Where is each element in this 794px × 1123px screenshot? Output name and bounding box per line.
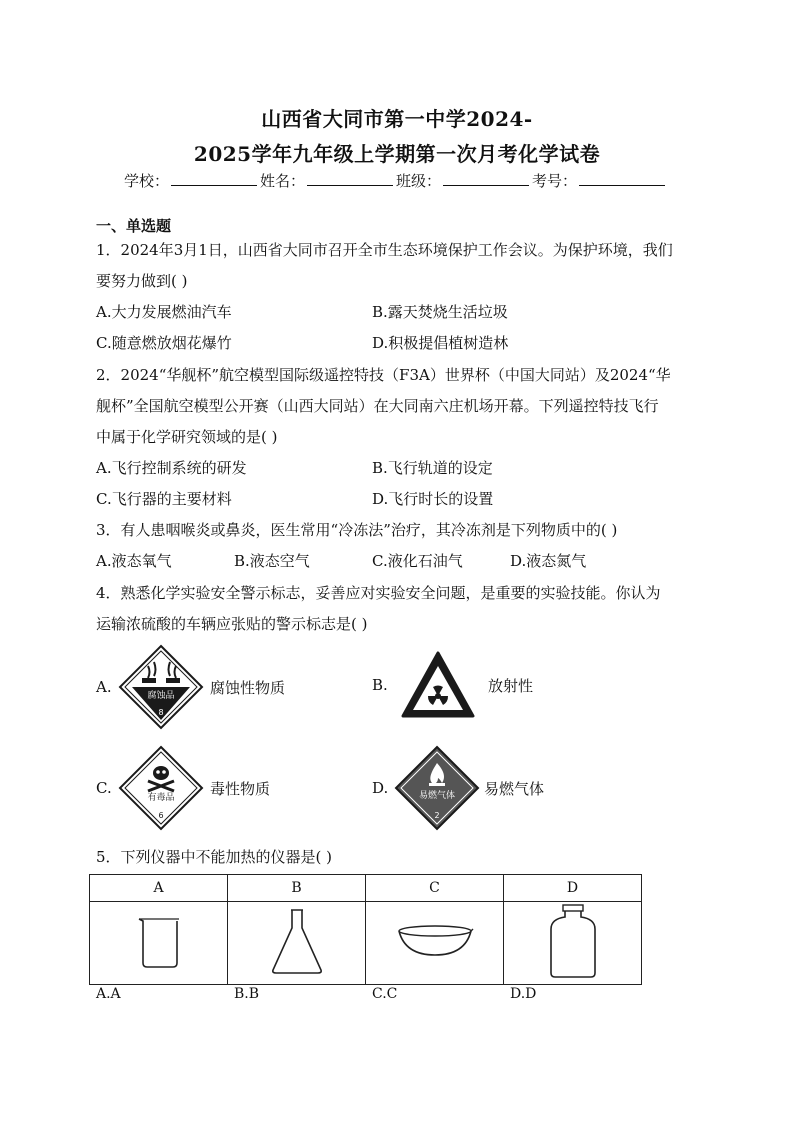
q3-option-a[interactable]: A.液态氧气 bbox=[96, 552, 172, 570]
q3-option-b[interactable]: B.液态空气 bbox=[234, 552, 310, 570]
flammable-sign-text: 易燃气体 bbox=[418, 791, 456, 801]
q4-option-c[interactable] bbox=[96, 745, 270, 831]
conical-flask-icon bbox=[267, 906, 327, 976]
evaporating-dish-icon bbox=[395, 921, 475, 961]
toxic-sign-text: 有毒品 bbox=[147, 793, 175, 803]
name-blank[interactable] bbox=[307, 171, 393, 186]
name-label: 姓名： bbox=[260, 172, 306, 190]
table-header-c: C bbox=[366, 875, 504, 902]
q2-option-d[interactable]: D.飞行时长的设置 bbox=[372, 490, 494, 508]
q4-option-b-letter: B. bbox=[372, 676, 388, 694]
q2-stem-line1: 2．2024“华舰杯”航空模型国际级遥控特技（F3A）世界杯（中国大同站）及2024“华 bbox=[96, 366, 671, 384]
exam-title-line2: 2025学年九年级上学期第一次月考化学试卷 bbox=[193, 142, 601, 166]
q1-option-c[interactable]: C.随意燃放烟花爆竹 bbox=[96, 334, 232, 352]
q2-option-a[interactable]: A.飞行控制系统的研发 bbox=[96, 459, 247, 477]
q1-option-b[interactable]: B.露天焚烧生活垃圾 bbox=[372, 303, 508, 321]
q2-stem-line2: 舰杯”全国航空模型公开赛（山西大同站）在大同南六庄机场开幕。下列遥控特技飞行 bbox=[96, 397, 659, 415]
table-cell-d bbox=[504, 902, 642, 985]
student-info-row bbox=[124, 170, 668, 191]
q5-option-d[interactable]: D.D bbox=[510, 986, 537, 1002]
table-cell-a bbox=[90, 902, 228, 985]
section-title: 一、单选题 bbox=[96, 217, 172, 235]
exam-number-blank[interactable] bbox=[579, 171, 665, 186]
q4-option-b[interactable] bbox=[372, 650, 533, 720]
q3-option-c[interactable]: C.液化石油气 bbox=[372, 552, 463, 570]
q3-stem-line1: 3．有人患咽喉炎或鼻炎，医生常用“冷冻法”治疗，其冷冻剂是下列物质中的( ) bbox=[96, 521, 618, 539]
q4-stem-line1: 4．熟悉化学实验安全警示标志，妥善应对实验安全问题，是重要的实验技能。你认为 bbox=[96, 584, 661, 602]
q4-option-c-letter: C. bbox=[96, 779, 112, 797]
flammable-gas-sign-icon bbox=[394, 745, 480, 831]
corrosive-sign-number: 8 bbox=[158, 708, 164, 717]
q4-option-c-label: 毒性物质 bbox=[210, 779, 271, 798]
q5-stem-line1: 5．下列仪器中不能加热的仪器是( ) bbox=[96, 848, 333, 866]
toxic-sign-icon bbox=[118, 745, 204, 831]
table-header-d: D bbox=[504, 875, 642, 902]
q4-option-a-label: 腐蚀性物质 bbox=[210, 678, 286, 697]
q1-stem-line2: 要努力做到( ) bbox=[96, 272, 188, 290]
q4-option-b-label: 放射性 bbox=[488, 676, 534, 695]
q1-option-a[interactable]: A.大力发展燃油汽车 bbox=[96, 303, 232, 321]
instrument-table bbox=[89, 874, 642, 985]
q2-stem-line3: 中属于化学研究领域的是( ) bbox=[96, 428, 278, 446]
class-label: 班级： bbox=[396, 172, 442, 190]
school-blank[interactable] bbox=[171, 171, 257, 186]
class-blank[interactable] bbox=[443, 171, 529, 186]
exam-title-line1: 山西省大同市第一中学2024- bbox=[261, 107, 533, 131]
toxic-sign-number: 6 bbox=[158, 811, 164, 820]
q4-option-a[interactable] bbox=[96, 644, 285, 730]
q1-option-d[interactable]: D.积极提倡植树造林 bbox=[372, 334, 509, 352]
flammable-sign-number: 2 bbox=[434, 811, 440, 820]
school-label: 学校： bbox=[124, 172, 170, 190]
table-cell-b bbox=[228, 902, 366, 985]
corrosive-sign-icon bbox=[118, 644, 204, 730]
table-header-a: A bbox=[90, 875, 228, 902]
q5-option-b[interactable]: B.B bbox=[234, 986, 260, 1002]
q4-option-d-label: 易燃气体 bbox=[484, 779, 545, 798]
q5-option-c[interactable]: C.C bbox=[372, 986, 398, 1002]
table-header-b: B bbox=[228, 875, 366, 902]
corrosive-sign-text: 腐蚀品 bbox=[147, 691, 175, 701]
q2-option-b[interactable]: B.飞行轨道的设定 bbox=[372, 459, 493, 477]
q2-option-c[interactable]: C.飞行器的主要材料 bbox=[96, 490, 232, 508]
q1-stem-line1: 1．2024年3月1日，山西省大同市召开全市生态环境保护工作会议。为保护环境，我们 bbox=[96, 241, 673, 259]
exam-number-label: 考号： bbox=[532, 172, 578, 190]
q3-option-d[interactable]: D.液态氮气 bbox=[510, 552, 587, 570]
q4-stem-line2: 运输浓硫酸的车辆应张贴的警示标志是( ) bbox=[96, 615, 368, 633]
beaker-icon bbox=[129, 911, 189, 971]
radioactive-sign-icon bbox=[400, 650, 476, 720]
q4-option-d-letter: D. bbox=[372, 779, 389, 797]
table-cell-c bbox=[366, 902, 504, 985]
q4-option-d[interactable] bbox=[372, 745, 544, 831]
q4-option-a-letter: A. bbox=[96, 678, 112, 696]
q5-option-a[interactable]: A.A bbox=[96, 986, 121, 1002]
reagent-bottle-icon bbox=[545, 903, 601, 979]
